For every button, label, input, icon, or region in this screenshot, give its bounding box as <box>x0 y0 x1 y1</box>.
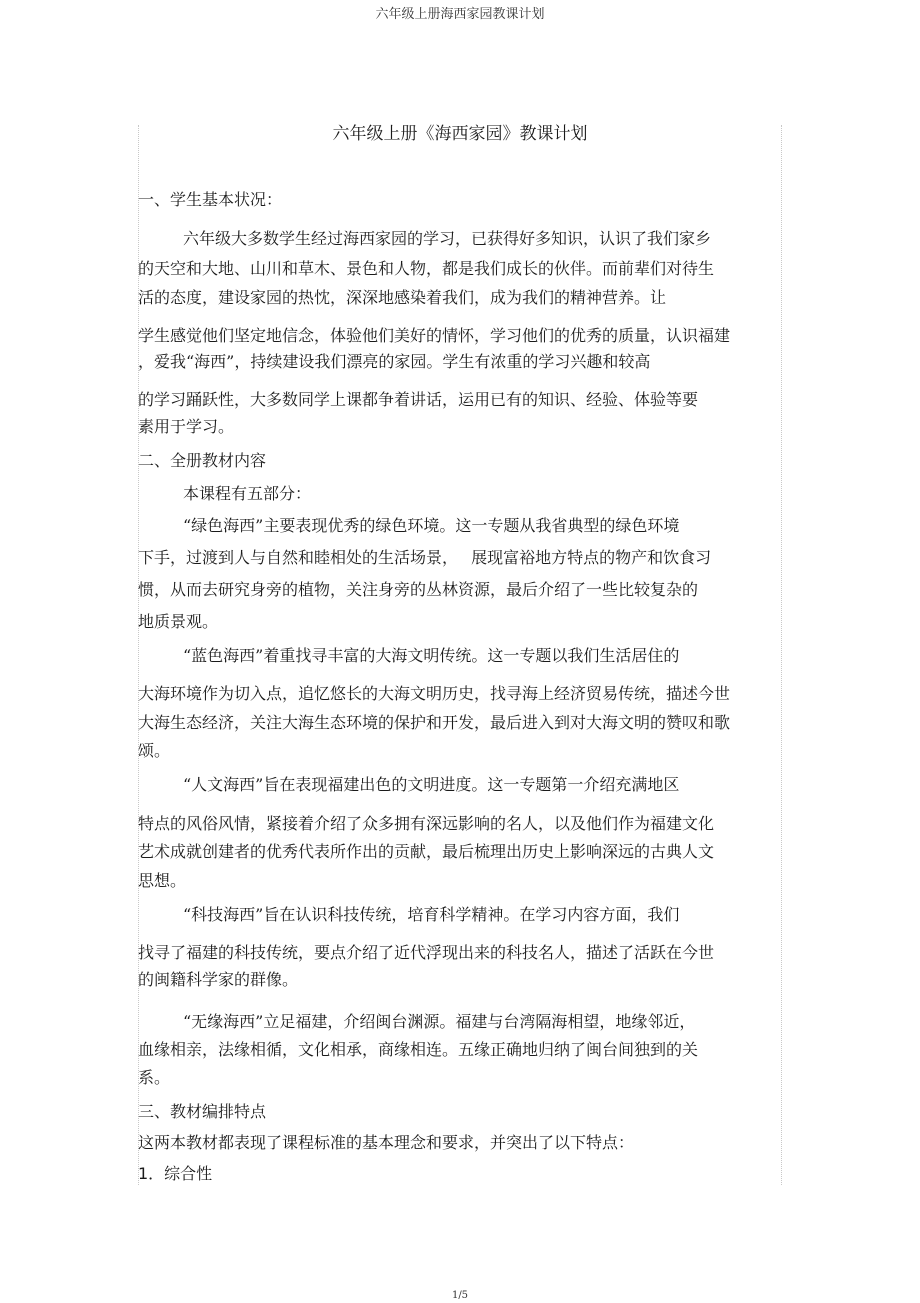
left-margin-line <box>138 125 139 1185</box>
paragraph-line: “绿色海西”主要表现优秀的绿色环境。这一专题从我省典型的绿色环境 <box>183 516 680 535</box>
section-heading: 二、全册教材内容 <box>138 451 267 470</box>
paragraph-line: 活的态度，建设家园的热忱，深深地感染着我们，成为我们的精神营养。让 <box>138 288 667 307</box>
paragraph-line: 地质景观。 <box>138 612 219 631</box>
page-header: 六年级上册海西家园教课计划 <box>375 7 545 22</box>
paragraph-line: 的学习踊跃性，大多数同学上课都争着讲话，运用已有的知识、经验、体验等要 <box>138 390 699 409</box>
section-heading: 三、教材编排特点 <box>138 1102 267 1121</box>
paragraph-line: 这两本教材都表现了课程标准的基本理念和要求，并突出了以下特点： <box>138 1133 635 1152</box>
paragraph-line: 下手，过渡到人与自然和睦相处的生活场景， 展现富裕地方特点的物产和饮食习 <box>138 548 712 567</box>
page-number: 1/5 <box>451 1290 469 1301</box>
section-heading: 一、学生基本状况： <box>138 190 283 209</box>
paragraph-line: 的闽籍科学家的群像。 <box>138 970 299 989</box>
paragraph-line: 大海生态经济，关注大海生态环境的保护和开发，最后进入到对大海文明的赞叹和歌 <box>138 713 731 732</box>
paragraph-line: 六年级大多数学生经过海西家园的学习，已获得好多知识，认识了我们家乡 <box>183 229 712 248</box>
paragraph-line: 血缘相亲，法缘相循，文化相承，商缘相连。五缘正确地归纳了闽台间独到的关 <box>138 1040 699 1059</box>
paragraph-line: 惯，从而去研究身旁的植物，关注身旁的丛林资源，最后介绍了一些比较复杂的 <box>138 580 699 599</box>
paragraph-line: 找寻了福建的科技传统，要点介绍了近代浮现出来的科技名人，描述了活跃在今世 <box>138 943 715 962</box>
paragraph-line: “人文海西”旨在表现福建出色的文明进度。这一专题第一介绍充满地区 <box>183 775 680 794</box>
paragraph-line: 艺术成就创建者的优秀代表所作出的贡献，最后梳理出历史上影响深远的古典人文 <box>138 842 715 861</box>
paragraph-line: 思想。 <box>138 871 187 890</box>
paragraph-line: 素用于学习。 <box>138 417 235 436</box>
paragraph-line: 系。 <box>138 1068 171 1087</box>
paragraph-line: 颂。 <box>138 741 171 760</box>
paragraph-line: 本课程有五部分： <box>183 484 312 503</box>
paragraph-line: 特点的风俗风情，紧接着介绍了众多拥有深远影响的名人，以及他们作为福建文化 <box>138 814 715 833</box>
right-margin-line <box>781 125 782 1185</box>
paragraph-line: “蓝色海西”着重找寻丰富的大海文明传统。这一专题以我们生活居住的 <box>183 646 680 665</box>
paragraph-line: 学生感觉他们坚定地信念，体验他们美好的情怀，学习他们的优秀的质量，认识福建 <box>138 326 731 345</box>
subsection-heading: 1．综合性 <box>138 1164 213 1183</box>
paragraph-line: 大海环境作为切入点，追忆悠长的大海文明历史，找寻海上经济贸易传统，描述今世 <box>138 684 731 703</box>
document-title: 六年级上册《海西家园》教课计划 <box>332 124 588 144</box>
paragraph-line: “无缘海西”立足福建，介绍闽台渊源。福建与台湾隔海相望，地缘邻近， <box>183 1012 696 1031</box>
paragraph-line: 的天空和大地、山川和草木、景色和人物，都是我们成长的伙伴。而前辈们对待生 <box>138 259 715 278</box>
paragraph-line: ，爱我“海西”，持续建设我们漂亮的家园。学生有浓重的学习兴趣和较高 <box>138 352 651 371</box>
paragraph-line: “科技海西”旨在认识科技传统，培育科学精神。在学习内容方面，我们 <box>183 905 680 924</box>
